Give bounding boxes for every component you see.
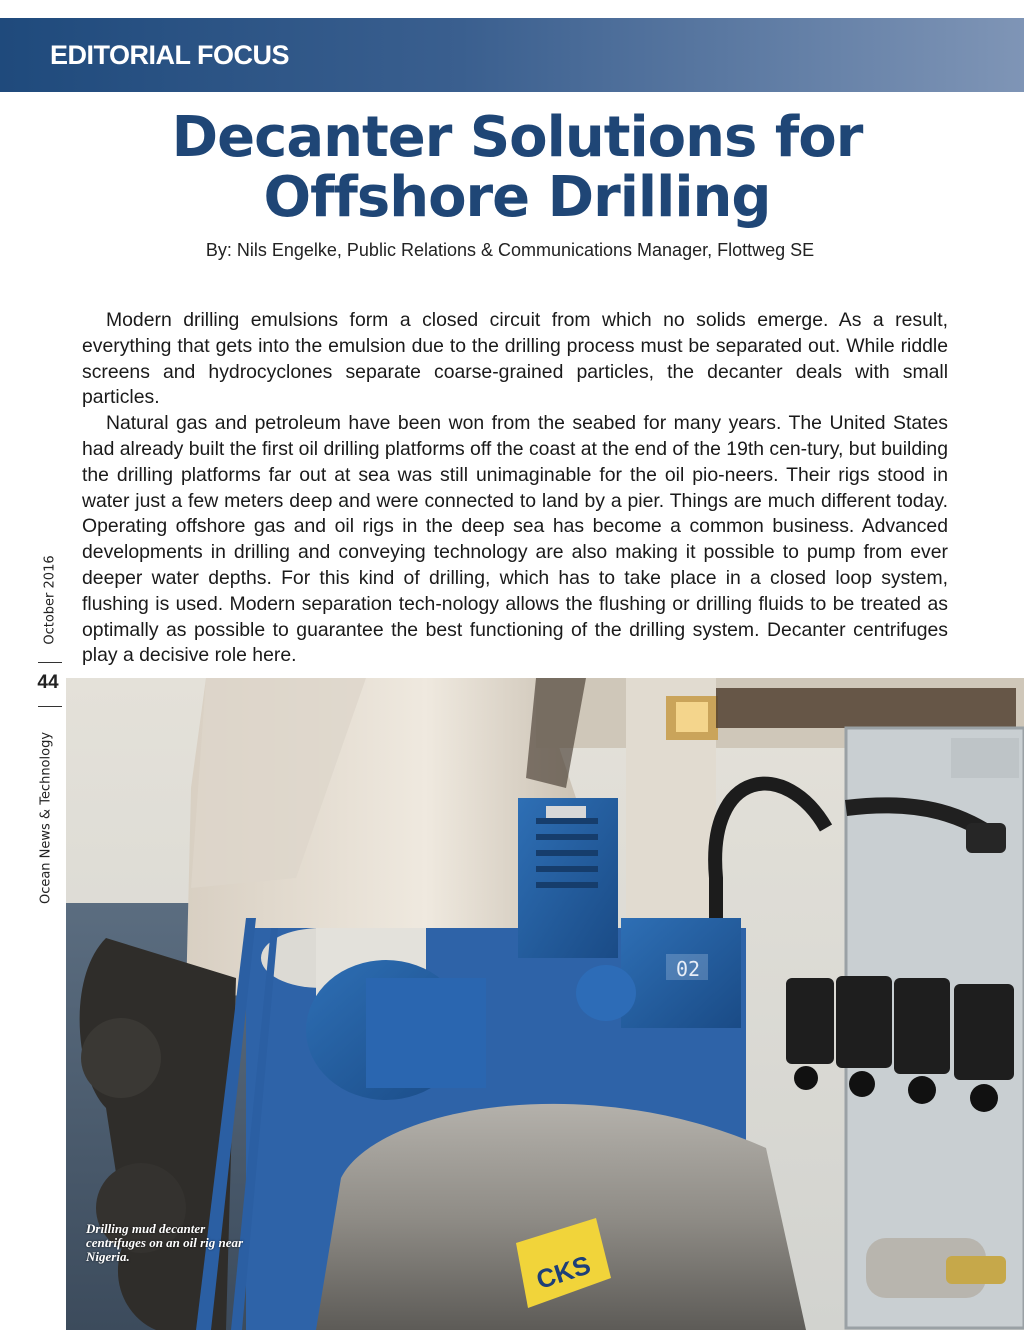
byline: By: Nils Engelke, Public Relations & Communications Manager, Flottweg SE xyxy=(205,240,815,260)
centrifuge-brand-label: CKS xyxy=(532,1249,595,1295)
article-title-line-1: Decanter Solutions for xyxy=(171,105,863,170)
section-banner xyxy=(0,18,1024,92)
publication-name: Ocean News & Technology xyxy=(38,731,54,905)
photo-caption: Drilling mud decanter centrifuges on an oil rig near Nigeria. xyxy=(86,1221,244,1264)
unit-number-label: 02 xyxy=(676,957,701,981)
sidebar-divider xyxy=(38,662,62,663)
article-paragraph: Natural gas and petroleum have been won from the seabed for many years. The United States had already built the first oil drilling platforms off the coast at the end of the 19th cen-tury, but building the drilling platforms far out at sea was still unimaginable for the oil pio-neers. Their rigs stood in water just a few meters deep and were connected to land by a pier. Things are much different today. Operating offshore gas and oil rigs in the deep sea has become a common business. Advanced developments in drilling and conveying technology are also making it possible to pump from ever deeper water depths. For this kind of drilling, which has to take place in a closed loop system, flushing is used. Modern separation tech-nology allows the flushing or drilling fluids to be treated as optimally as possible to guarantee the best functioning of the drilling system. Decanter centrifuges play a decisive role here. xyxy=(82,412,948,667)
page-number: 44 xyxy=(37,672,59,693)
article-title-line-2: Offshore Drilling xyxy=(263,165,771,230)
sidebar-divider xyxy=(38,706,62,707)
article-body xyxy=(82,308,948,669)
section-label: EDITORIAL FOCUS xyxy=(50,40,290,70)
article-title xyxy=(0,105,1024,230)
issue-date: October 2016 xyxy=(42,555,58,645)
article-paragraph: Modern drilling emulsions form a closed circuit from which no solids emerge. As a result, everything that gets into the emulsion due to the drilling process must be separated out. While riddle screens and hydrocyclones separate coarse-grained particles, the decanter deals with small particles. xyxy=(82,309,948,409)
